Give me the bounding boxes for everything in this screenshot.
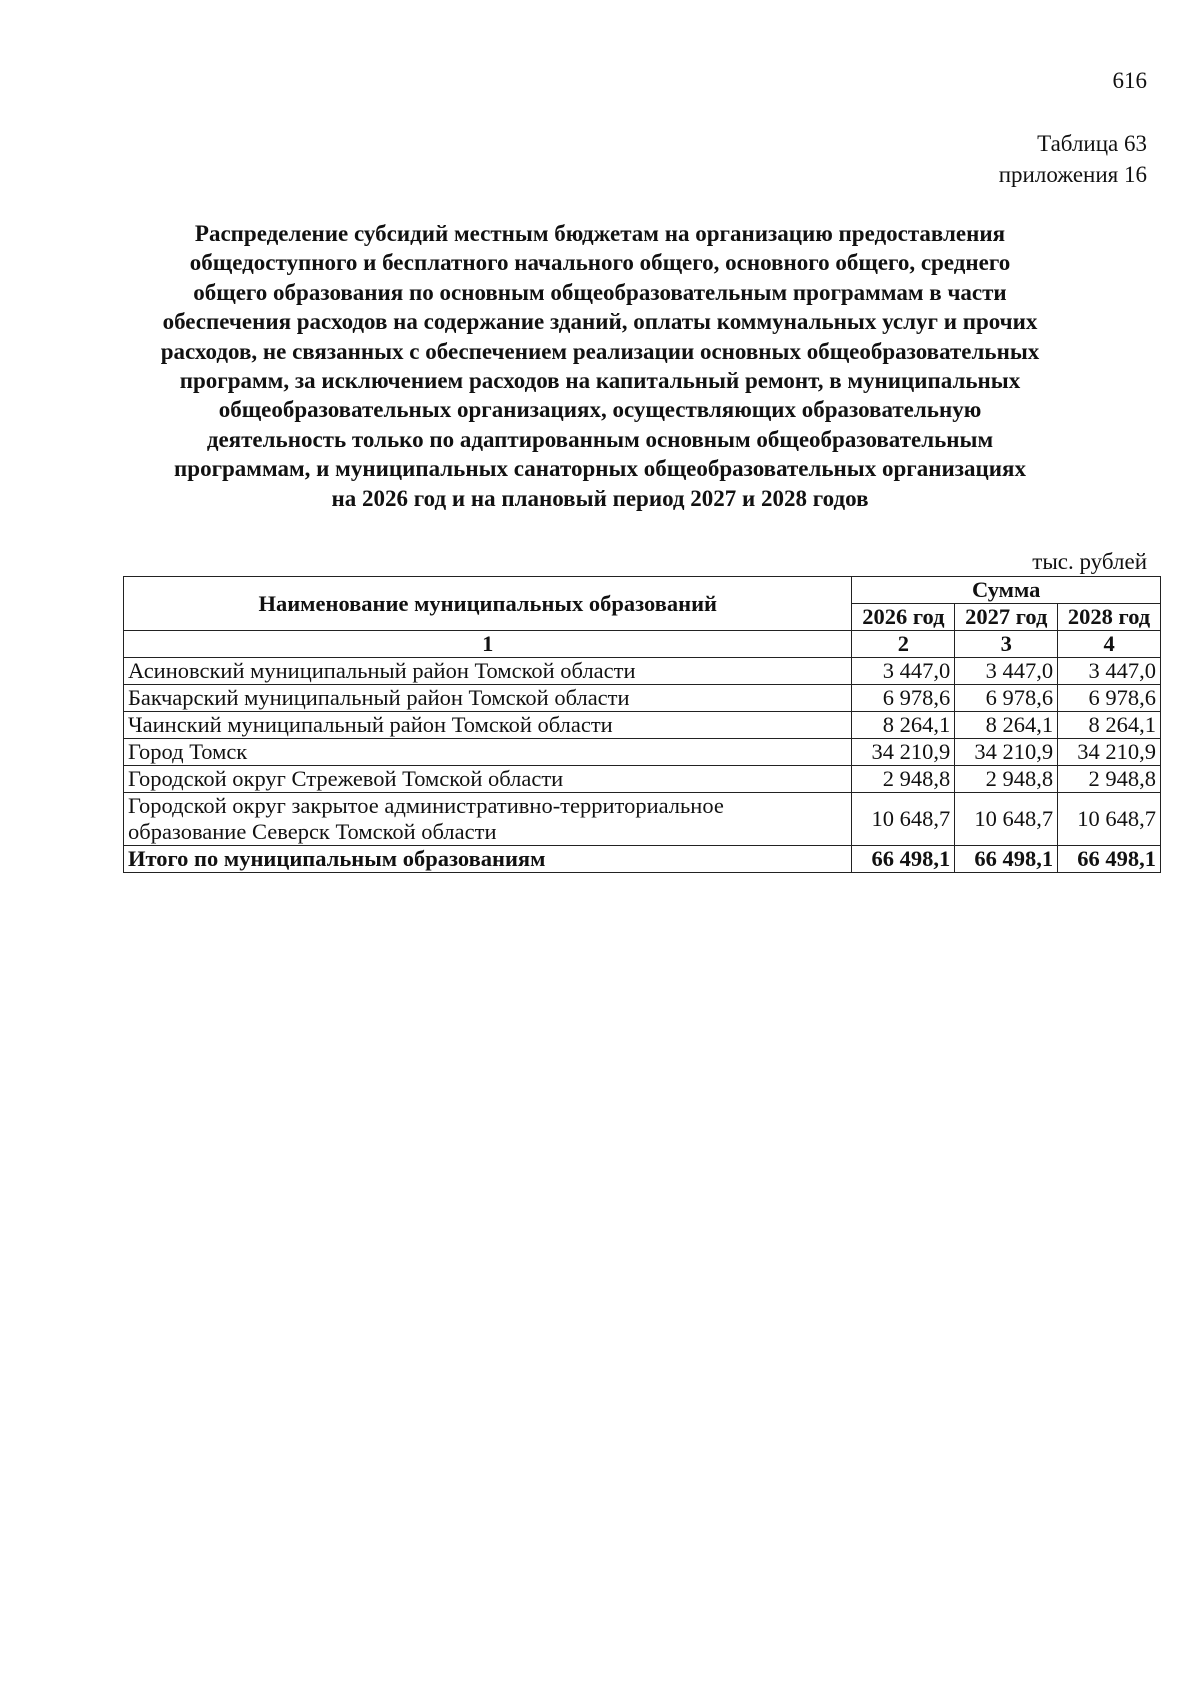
column-number-cell: 4 [1058, 631, 1161, 658]
title-line: обеспечения расходов на содержание зданий, оплаты коммунальных услуг и прочих [162, 309, 1038, 335]
amount-cell: 2 948,8 [955, 766, 1058, 793]
municipality-name-line: Городской округ закрытое административно-территориальное [128, 793, 724, 818]
municipality-name-line: Бакчарский муниципальный район Томской области [128, 685, 630, 710]
municipality-name-line: Город Томск [128, 739, 248, 764]
municipality-name-line: Асиновский муниципальный район Томской области [128, 658, 636, 683]
header-year-cell: 2027 год [955, 604, 1058, 631]
amount-cell: 3 447,0 [852, 658, 955, 685]
title-line: общеобразовательных организациях, осуществляющих образовательную [218, 397, 982, 423]
table-reference [999, 128, 1147, 190]
amount-cell: 8 264,1 [1058, 712, 1161, 739]
total-value-cell: 66 498,1 [852, 846, 955, 873]
page-number: 616 [1112, 68, 1147, 93]
document-title [120, 219, 1080, 513]
title-line: деятельность только по адаптированным основным общеобразовательным [206, 426, 994, 452]
total-value-cell: 66 498,1 [955, 846, 1058, 873]
units-label: тыс. рублей [1032, 549, 1147, 574]
municipality-name-cell [124, 739, 852, 766]
amount-cell: 2 948,8 [1058, 766, 1161, 793]
amount-cell: 3 447,0 [1058, 658, 1161, 685]
amount-cell: 10 648,7 [955, 793, 1058, 846]
municipality-name-line: образование Северск Томской области [128, 819, 497, 844]
table-row [124, 766, 1161, 793]
municipality-name-cell [124, 793, 852, 846]
header-name-cell: Наименование муниципальных образований [124, 577, 852, 631]
amount-cell: 34 210,9 [955, 739, 1058, 766]
municipality-name-line: Городской округ Стрежевой Томской области [128, 766, 564, 791]
total-value-cell: 66 498,1 [1058, 846, 1161, 873]
municipality-name-cell [124, 685, 852, 712]
amount-cell: 10 648,7 [1058, 793, 1161, 846]
title-line: программ, за исключением расходов на капитальный ремонт, в муниципальных [179, 368, 1021, 394]
table-row [124, 658, 1161, 685]
amount-cell: 8 264,1 [852, 712, 955, 739]
amount-cell: 6 978,6 [852, 685, 955, 712]
municipality-name-line: Чаинский муниципальный район Томской области [128, 712, 613, 737]
header-year-cell: 2026 год [852, 604, 955, 631]
amount-cell: 6 978,6 [1058, 685, 1161, 712]
amount-cell: 6 978,6 [955, 685, 1058, 712]
table-row [124, 685, 1161, 712]
table-body [124, 658, 1161, 846]
title-line: программам, и муниципальных санаторных общеобразовательных организациях [174, 456, 1026, 482]
header-row [124, 577, 1161, 604]
amount-cell: 2 948,8 [852, 766, 955, 793]
subsidy-table [123, 576, 1161, 873]
table-row [124, 793, 1161, 846]
column-number-cell: 3 [955, 631, 1058, 658]
table-ref-line-2: приложения 16 [998, 162, 1147, 187]
column-number-cell: 2 [852, 631, 955, 658]
amount-cell: 34 210,9 [852, 739, 955, 766]
title-line: общего образования по основным общеобразовательным программам в части [193, 279, 1007, 305]
amount-cell: 10 648,7 [852, 793, 955, 846]
table-row [124, 739, 1161, 766]
column-number-row [124, 631, 1161, 658]
header-sum-cell: Сумма [852, 577, 1161, 604]
header-year-cell: 2028 год [1058, 604, 1161, 631]
title-line: общедоступного и бесплатного начального общего, основного общего, среднего [189, 250, 1011, 276]
title-line: Распределение субсидий местным бюджетам на организацию предоставления [194, 221, 1006, 246]
amount-cell: 3 447,0 [955, 658, 1058, 685]
municipality-name-cell [124, 712, 852, 739]
column-number-cell: 1 [124, 631, 852, 658]
total-name-cell: Итого по муниципальным образованиям [124, 846, 852, 873]
amount-cell: 8 264,1 [955, 712, 1058, 739]
total-row [124, 846, 1161, 873]
title-line: на 2026 год и на плановый период 2027 и 2028 годов [331, 485, 869, 511]
table-row [124, 712, 1161, 739]
title-line: расходов, не связанных с обеспечением реализации основных общеобразовательных [160, 338, 1040, 364]
amount-cell: 34 210,9 [1058, 739, 1161, 766]
table-ref-line-1: Таблица 63 [1037, 131, 1147, 156]
municipality-name-cell [124, 766, 852, 793]
municipality-name-cell [124, 658, 852, 685]
